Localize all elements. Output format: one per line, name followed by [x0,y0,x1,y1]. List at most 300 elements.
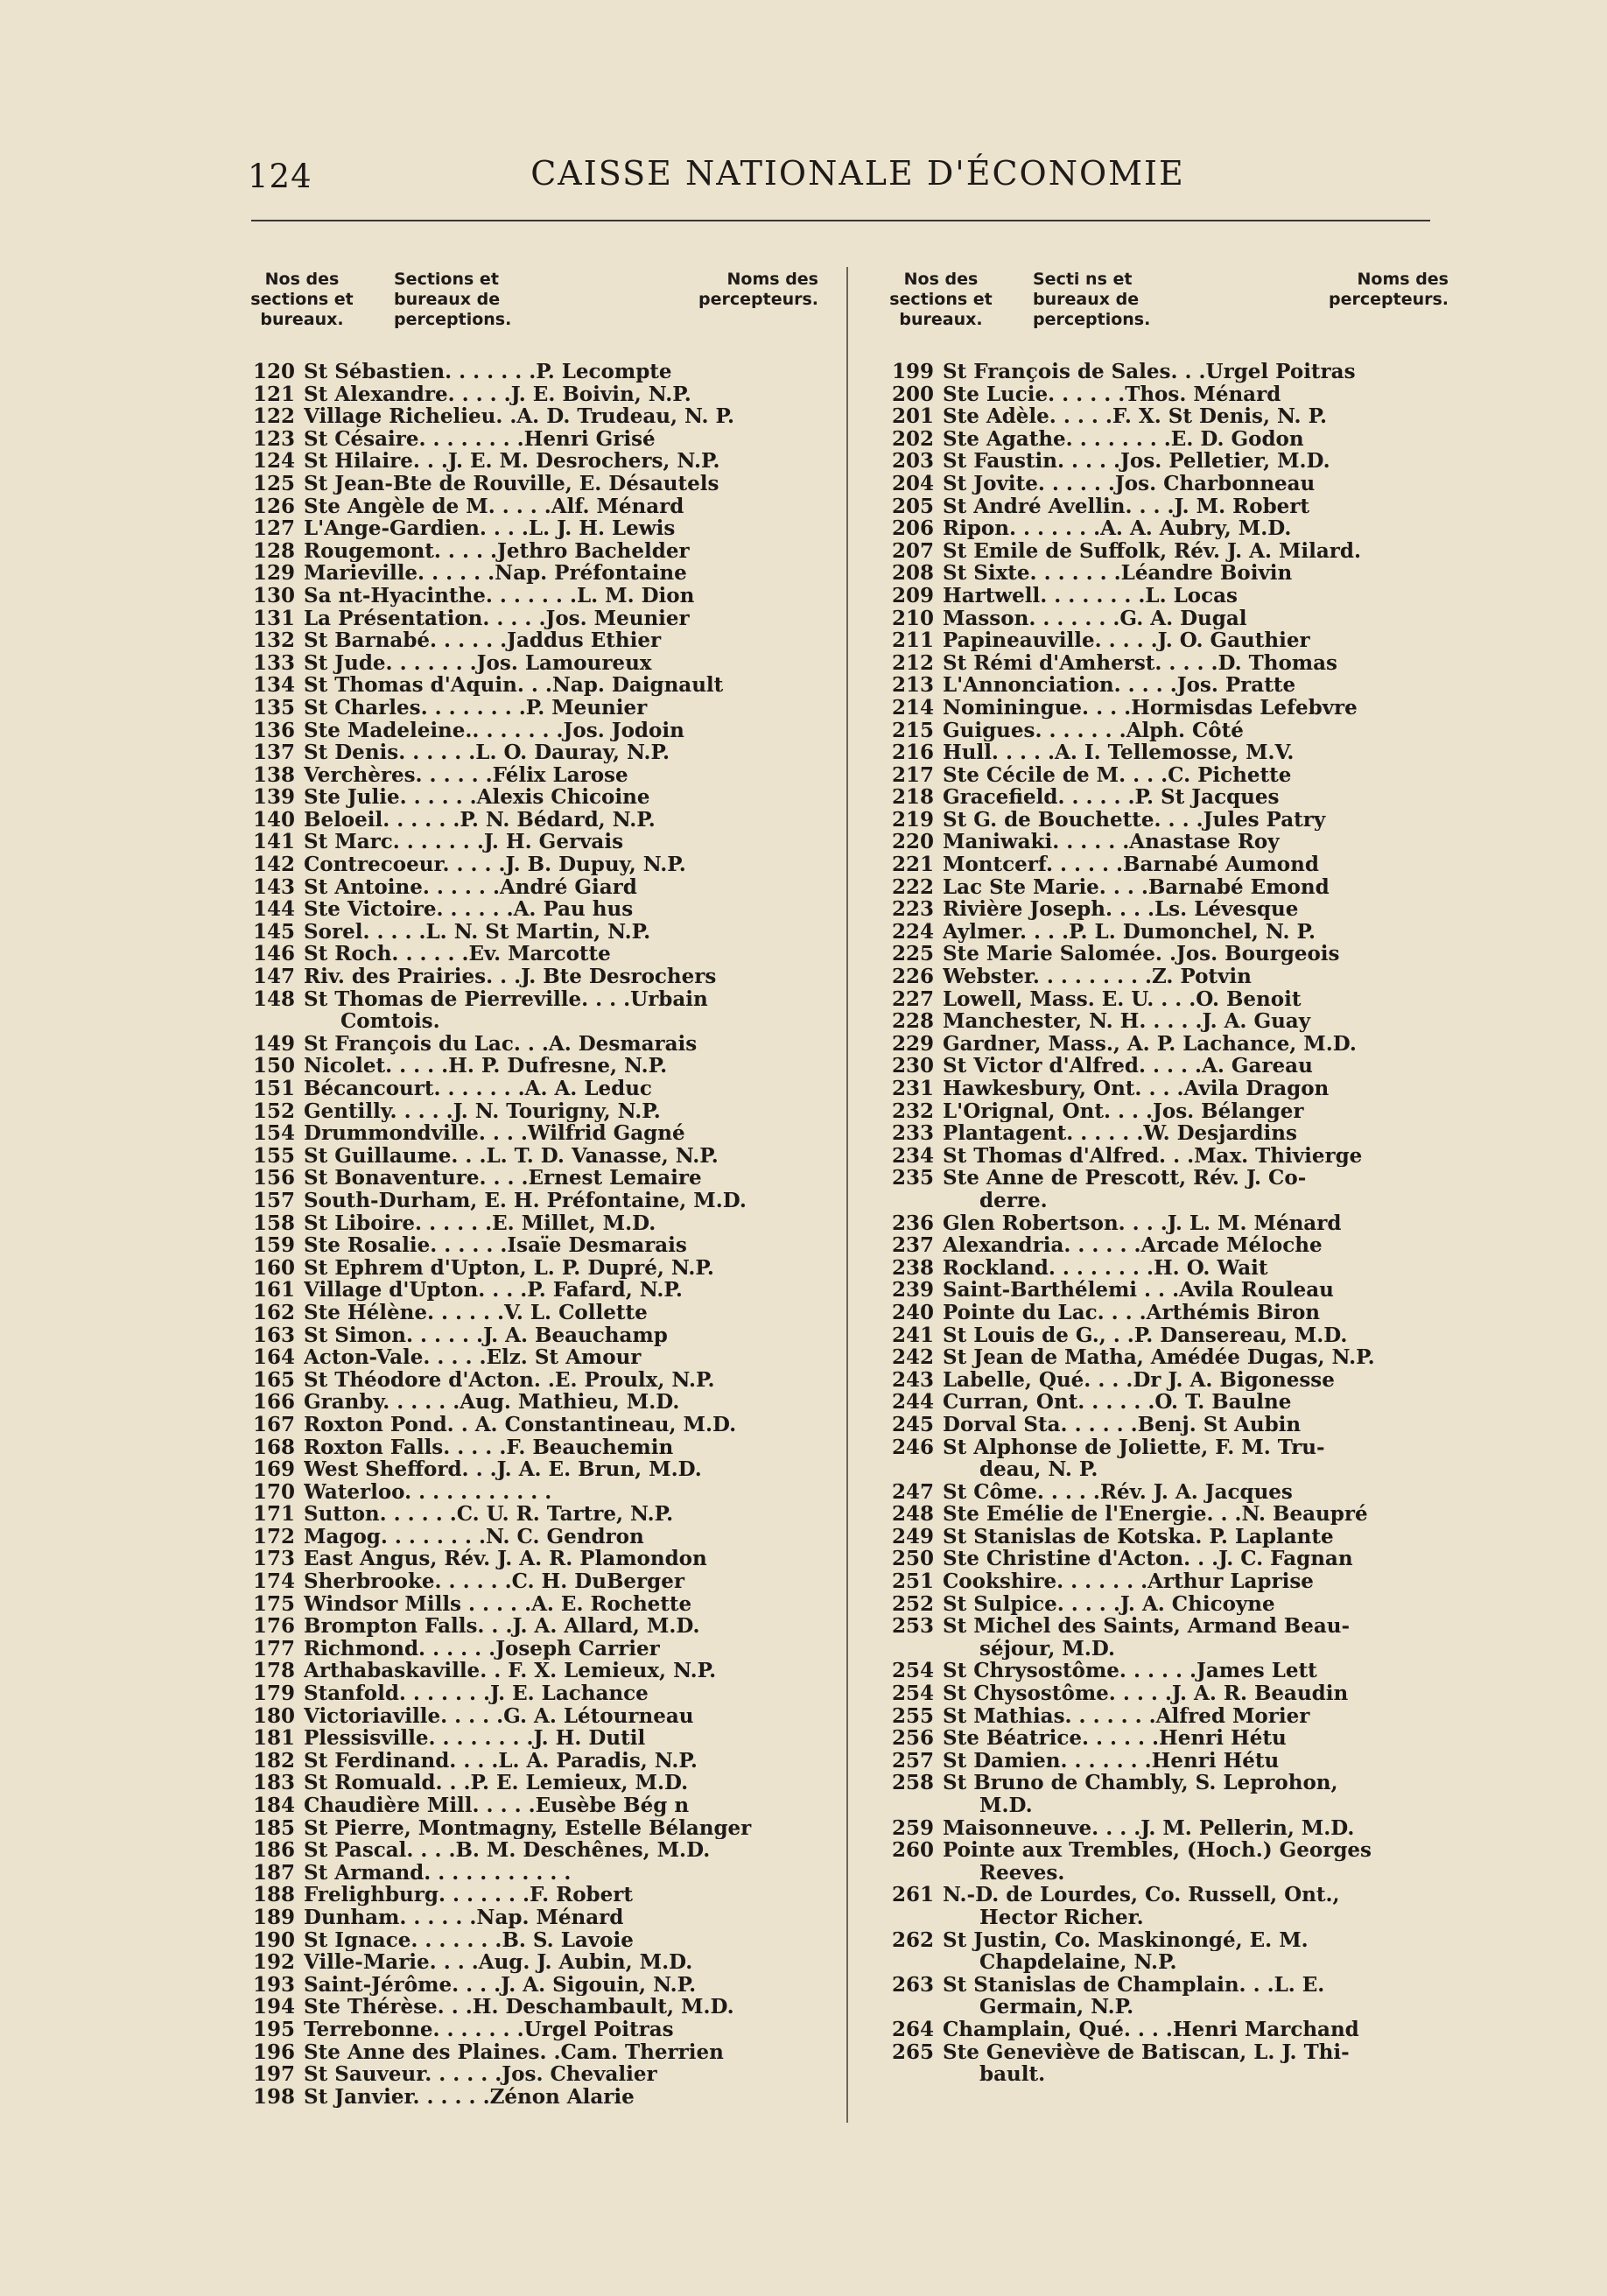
list-item [880,1570,1457,1593]
list-item [241,1750,827,1773]
section-number: 141 [252,830,295,854]
section-number: 231 [891,1077,934,1100]
list-item [880,1078,1457,1100]
list-item [241,898,827,921]
section-entry-text: St Denis. . . . . .L. O. Dauray, N.P. [304,741,670,764]
list-item [241,1324,827,1347]
section-entry-text: St Liboire. . . . . .E. Millet, M.D. [304,1211,656,1235]
list-item [880,876,1457,899]
list-item [241,1526,827,1548]
list-item [880,697,1457,720]
section-number: 170 [252,1479,295,1504]
section-number: 180 [252,1703,295,1728]
section-entry-text: L'Ange-Gardien. . . .L. J. H. Lewis [304,517,676,540]
section-entry-text: Curran, Ont. . . . . .O. T. Baulne [943,1391,1292,1414]
section-number: 157 [252,1188,295,1212]
section-entry-text: Hartwell. . . . . . . .L. Locas [943,584,1238,607]
list-item [880,1593,1457,1616]
section-entry-text: Labelle, Qué. . . .Dr J. A. Bigonesse [943,1368,1335,1392]
section-number: 163 [252,1323,295,1347]
list-item [241,921,827,944]
section-number: 204 [891,471,934,495]
right-entry-list [880,361,1457,2086]
section-number: 131 [252,606,295,630]
section-entry-text: Nicolet. . . . .H. P. Dufresne, N.P. [304,1055,668,1078]
list-item [241,965,827,988]
section-number: 227 [891,987,934,1011]
section-entry-text: St Simon. . . . . .J. A. Beauchamp [304,1324,668,1347]
list-item [241,1705,827,1728]
list-item [241,1122,827,1145]
list-item [241,1033,827,1056]
section-entry-text: St François de Sales. . .Urgel Poitras [943,361,1356,383]
section-entry-text: Waterloo. . . . . . . . . . . [304,1480,552,1504]
section-number: 261 [891,1883,934,1907]
section-number: 224 [891,919,934,944]
section-number: 244 [891,1390,934,1415]
section-number: 154 [252,1121,295,1146]
section-entry-text: deau, N. P. [979,1458,1098,1481]
header-rule [251,220,1430,221]
list-item [241,585,827,607]
section-number: 182 [252,1748,295,1773]
section-number: 242 [891,1345,934,1370]
section-number: 126 [252,494,295,518]
section-number: 253 [891,1614,934,1639]
list-item [241,831,827,853]
section-entry-text: derre. [979,1189,1048,1212]
section-number: 155 [252,1143,295,1168]
section-entry-text: St Jovite. . . . . .Jos. Charbonneau [943,472,1316,495]
list-item [241,1839,827,1862]
section-entry-text: Lowell, Mass. E. U. . . .O. Benoit [943,987,1302,1011]
section-number: 159 [252,1233,295,1258]
section-entry-text: Acton-Vale. . . . .Elz. St Amour [304,1346,642,1369]
section-number: 171 [252,1502,295,1527]
section-entry-text: Sa nt-Hyacinthe. . . . . . .L. M. Dion [304,584,695,607]
list-item [241,943,827,965]
section-number: 134 [252,673,295,698]
section-number: 211 [891,628,934,653]
list-item [880,1929,1457,1952]
list-item [241,876,827,899]
section-number: 230 [891,1054,934,1078]
list-item [241,1391,827,1414]
list-item [880,473,1457,495]
section-number: 189 [252,1905,295,1929]
section-number: 205 [891,494,934,518]
header-section-numbers: Nos des sections et bureaux. [250,270,354,329]
list-item [241,1010,827,1033]
section-number: 200 [891,382,934,406]
section-number: 187 [252,1860,295,1885]
section-number: 252 [891,1591,934,1616]
section-entry-text: Ste Anne de Prescott, Rév. J. Co- [943,1167,1307,1190]
list-item [880,674,1457,697]
section-entry-text: Maisonneuve. . . .J. M. Pellerin, M.D. [943,1816,1355,1840]
list-item [241,652,827,675]
section-number: 209 [891,583,934,607]
section-entry-text: Sorel. . . . .L. N. St Martin, N.P. [304,920,651,944]
section-number: 237 [891,1233,934,1258]
section-number: 190 [252,1927,295,1952]
list-item [880,1414,1457,1436]
section-number: 174 [252,1569,295,1594]
list-item [880,1839,1457,1862]
section-entry-text: Ste Cécile de M. . . .C. Pichette [943,763,1292,787]
section-number: 124 [252,449,295,474]
list-item [241,1100,827,1123]
section-number: 235 [891,1166,934,1190]
section-entry-text: Nominingue. . . .Hormisdas Lefebvre [943,696,1358,720]
section-entry-text: Ste Rosalie. . . . . .Isaïe Desmarais [304,1234,687,1257]
list-item [880,1122,1457,1145]
section-entry-text: St Louis de G., . .P. Dansereau, M.D. [943,1324,1348,1347]
list-item [241,1145,827,1168]
section-entry-text: Papineauville. . . . .J. O. Gauthier [943,629,1310,652]
list-item [880,1794,1457,1817]
list-item [880,1906,1457,1929]
list-item [880,1862,1457,1885]
section-entry-text: L'Annonciation. . . . .Jos. Pratte [943,674,1296,697]
section-number: 147 [252,965,295,989]
section-entry-text: Pointe du Lac. . . .Arthémis Biron [943,1301,1321,1324]
section-number: 192 [252,1950,295,1975]
header-collectors: Noms des percepteurs. [1329,270,1449,309]
list-item [880,965,1457,988]
section-entry-text: Village Richelieu. .A. D. Trudeau, N. P. [304,405,735,428]
section-entry-text: Hector Richer. [979,1906,1144,1929]
list-item [241,1817,827,1840]
section-number: 123 [252,426,295,451]
section-entry-text: Hull. . . . .A. I. Tellemosse, M.V. [943,741,1295,764]
list-item [880,1257,1457,1280]
section-number: 185 [252,1815,295,1840]
section-number: 165 [252,1367,295,1392]
section-entry-text: Gentilly. . . . .J. N. Tourigny, N.P. [304,1099,661,1123]
list-item [880,629,1457,652]
section-number: 215 [891,718,934,742]
section-entry-text: Plantagent. . . . . .W. Desjardins [943,1122,1297,1145]
section-number: 233 [891,1121,934,1146]
list-item [241,853,827,876]
section-entry-text: Rougemont. . . . .Jethro Bachelder [304,539,690,563]
list-item [241,697,827,720]
list-item [880,831,1457,853]
header-section-numbers: Nos des sections et bureaux. [889,270,993,329]
list-item [241,1212,827,1235]
section-number: 221 [891,853,934,877]
list-item [241,809,827,832]
list-item [241,562,827,585]
section-entry-text: St Alexandre. . . . .J. E. Boivin, N.P. [304,383,691,406]
list-item [880,1033,1457,1056]
list-item [241,1503,827,1526]
section-entry-text: St Sauveur. . . . . .Jos. Chevalier [304,2063,657,2086]
section-number: 133 [252,650,295,675]
list-item [880,1346,1457,1369]
section-entry-text: St Guillaume. . .L. T. D. Vanasse, N.P. [304,1144,719,1168]
section-number: 226 [891,965,934,989]
section-entry-text: Frelighburg. . . . . . .F. Robert [304,1884,633,1906]
section-number: 142 [252,853,295,877]
list-item [241,1167,827,1190]
list-item [241,1772,827,1794]
section-entry-text: Drummondville. . . .Wilfrid Gagné [304,1122,685,1145]
section-entry-text: bault. [979,2063,1046,2086]
section-entry-text: Germain, N.P. [979,1996,1134,2019]
section-entry-text: Ste Geneviève de Batiscan, L. J. Thi- [943,2040,1350,2064]
list-item [241,1257,827,1280]
section-entry-text: St Chysostôme. . . . .J. A. R. Beaudin [943,1682,1349,1705]
list-item [880,1302,1457,1324]
section-entry-text: Glen Robertson. . . .J. L. M. Ménard [943,1211,1342,1235]
list-item [241,1929,827,1952]
section-number: 198 [252,2084,295,2109]
list-item [880,921,1457,944]
list-item [241,1234,827,1257]
list-item [880,1884,1457,1906]
section-number: 178 [252,1659,295,1683]
section-number: 130 [252,583,295,607]
section-entry-text: St Stanislas de Champlain. . .L. E. [943,1973,1325,1997]
section-number: 149 [252,1031,295,1056]
section-entry-text: Saint-Barthélemi . . .Avila Rouleau [943,1279,1334,1302]
section-entry-text: St Faustin. . . . .Jos. Pelletier, M.D. [943,450,1330,473]
section-entry-text: St Hilaire. . .J. E. M. Desrochers, N.P. [304,450,720,473]
section-entry-text: Richmond. . . . . .Joseph Carrier [304,1637,660,1661]
list-item [241,786,827,809]
section-entry-text: Ste Madeleine.. . . . . . .Jos. Jodoin [304,719,684,742]
section-entry-text: Pointe aux Trembles, (Hoch.) Georges [943,1839,1372,1862]
list-item [241,517,827,540]
list-item [241,1638,827,1661]
list-item [880,1369,1457,1392]
section-entry-text: St Barnabé. . . . . .Jaddus Ethier [304,629,662,652]
section-number: 194 [252,1995,295,2019]
list-item [241,540,827,563]
section-entry-text: St Jean-Bte de Rouville, E. Désautels [304,472,719,495]
list-item [241,1302,827,1324]
section-entry-text: Victoriaville. . . . .G. A. Létourneau [304,1704,694,1728]
list-item [880,517,1457,540]
list-item [880,540,1457,563]
page-number: 124 [248,158,312,195]
right-column-header [880,270,1457,355]
section-entry-text: Roxton Falls. . . . .F. Beauchemin [304,1436,674,1459]
section-entry-text: St Ignace. . . . . . .B. S. Lavoie [304,1928,634,1952]
list-item [241,450,827,473]
list-item [880,383,1457,406]
section-number: 125 [252,471,295,495]
section-number: 138 [252,762,295,787]
section-number: 258 [891,1771,934,1795]
list-item [241,2041,827,2064]
section-entry-text: St Emile de Suffolk, Rév. J. A. Milard. [943,539,1362,563]
list-item [241,1481,827,1504]
section-number: 162 [252,1300,295,1324]
section-entry-text: Manchester, N. H. . . . .J. A. Guay [943,1010,1311,1033]
list-item [880,1167,1457,1190]
section-entry-text: St Césaire. . . . . . . .Henri Grisé [304,427,656,451]
section-entry-text: Reeves. [979,1861,1065,1885]
section-number: 120 [252,360,295,383]
list-item [880,562,1457,585]
section-entry-text: Saint-Jérôme. . . .J. A. Sigouin, N.P. [304,1973,697,1997]
list-item [880,898,1457,921]
section-entry-text: Granby. . . . . .Aug. Mathieu, M.D. [304,1391,680,1414]
section-entry-text: Maniwaki. . . . . .Anastase Roy [943,831,1280,854]
list-item [241,1974,827,1997]
section-number: 158 [252,1211,295,1235]
section-number: 143 [252,874,295,899]
list-item [241,428,827,451]
section-entry-text: Ste Thérèse. . .H. Deschambault, M.D. [304,1996,734,2019]
section-number: 207 [891,538,934,563]
section-entry-text: Gracefield. . . . . .P. St Jacques [943,786,1280,809]
section-number: 228 [891,1009,934,1034]
section-number: 255 [891,1703,934,1728]
list-item [241,2086,827,2109]
section-entry-text: St Thomas de Pierreville. . . .Urbain [304,987,708,1011]
section-entry-text: Sherbrooke. . . . . .C. H. DuBerger [304,1570,684,1593]
right-column [880,270,1457,2086]
list-item [880,1481,1457,1504]
list-item [880,361,1457,383]
section-entry-text: Lac Ste Marie. . . .Barnabé Emond [943,875,1330,899]
list-item [241,1862,827,1885]
section-entry-text: St Ephrem d'Upton, L. P. Dupré, N.P. [304,1256,714,1280]
section-number: 150 [252,1054,295,1078]
section-entry-text: St Thomas d'Alfred. . .Max. Thivierge [943,1144,1363,1168]
list-item [880,809,1457,832]
list-item [880,1391,1457,1414]
section-entry-text: St Armand. . . . . . . . . . . [304,1861,572,1885]
list-item [241,1951,827,1974]
section-entry-text: St Rémi d'Amherst. . . . .D. Thomas [943,651,1337,675]
section-number: 122 [252,404,295,429]
list-item [241,1593,827,1616]
section-entry-text: Ste Béatrice. . . . . .Henri Hétu [943,1727,1287,1750]
section-entry-text: Verchères. . . . . .Félix Larose [304,763,628,787]
section-entry-text: Ville-Marie. . . .Aug. J. Aubin, M.D. [304,1951,693,1974]
list-item [880,405,1457,428]
section-number: 169 [252,1457,295,1482]
section-number: 140 [252,807,295,832]
section-entry-text: séjour, M.D. [979,1637,1116,1661]
section-entry-text: St Sixte. . . . . . .Léandre Boivin [943,562,1293,585]
list-item [880,1615,1457,1638]
list-item [880,2019,1457,2041]
section-entry-text: Ste Marie Salomée. .Jos. Bourgeois [943,943,1340,966]
section-entry-text: St Stanislas de Kotska. P. Laplante [943,1525,1334,1548]
section-number: 164 [252,1345,295,1370]
section-entry-text: St Côme. . . . .Rév. J. A. Jacques [943,1480,1293,1504]
list-item [880,1436,1457,1459]
section-number: 136 [252,718,295,742]
list-item [880,1055,1457,1078]
section-number: 193 [252,1972,295,1997]
section-number: 201 [891,404,934,429]
section-entry-text: Windsor Mills . . . . .A. E. Rochette [304,1592,692,1616]
section-entry-text: L'Orignal, Ont. . . .Jos. Bélanger [943,1099,1304,1123]
list-item [880,450,1457,473]
list-item [241,607,827,630]
list-item [241,720,827,742]
section-number: 202 [891,426,934,451]
section-number: 160 [252,1255,295,1280]
list-item [880,764,1457,787]
section-number: 219 [891,807,934,832]
list-item [241,1414,827,1436]
section-entry-text: St Jean de Matha, Amédée Dugas, N.P. [943,1346,1375,1369]
section-number: 166 [252,1390,295,1415]
section-entry-text: St Romuald. . .P. E. Lemieux, M.D. [304,1772,689,1794]
section-number: 175 [252,1591,295,1616]
section-entry-text: Brompton Falls. . .J. A. Allard, M.D. [304,1615,700,1638]
section-entry-text: St Roch. . . . . .Ev. Marcotte [304,943,611,966]
section-entry-text: Chapdelaine, N.P. [979,1951,1177,1974]
section-entry-text: Plessisville. . . . . . . .J. H. Dutil [304,1727,646,1750]
section-entry-text: Marieville. . . . . .Nap. Préfontaine [304,562,687,585]
section-number: 129 [252,561,295,586]
list-item [241,405,827,428]
section-entry-text: Champlain, Qué. . . .Henri Marchand [943,2018,1359,2041]
list-item [880,585,1457,607]
list-item [880,1503,1457,1526]
list-item [241,629,827,652]
section-entry-text: N.-D. de Lourdes, Co. Russell, Ont., [943,1884,1340,1906]
section-number: 151 [252,1077,295,1100]
list-item [241,1727,827,1750]
section-number: 197 [252,2062,295,2087]
section-entry-text: St Théodore d'Acton. .E. Proulx, N.P. [304,1368,715,1392]
list-item [241,764,827,787]
section-number: 196 [252,2040,295,2064]
list-item [241,1570,827,1593]
list-item [880,652,1457,675]
list-item [241,1279,827,1302]
list-item [241,2019,827,2041]
section-number: 156 [252,1166,295,1190]
section-entry-text: Arthabaskaville. . F. X. Lemieux, N.P. [304,1660,717,1683]
section-entry-text: Guigues. . . . . . .Alph. Côté [943,719,1244,742]
section-number: 208 [891,561,934,586]
section-number: 188 [252,1883,295,1907]
section-entry-text: Webster. . . . . . . . .Z. Potvin [943,965,1252,988]
section-number: 263 [891,1972,934,1997]
section-number: 247 [891,1479,934,1504]
section-number: 132 [252,628,295,653]
list-item [241,1369,827,1392]
section-entry-text: Comtois. [340,1010,440,1033]
section-entry-text: St Sulpice. . . . .J. A. Chicoyne [943,1592,1275,1616]
section-entry-text: Gardner, Mass., A. P. Lachance, M.D. [943,1032,1357,1056]
list-item [880,1010,1457,1033]
section-number: 177 [252,1636,295,1661]
section-entry-text: Sutton. . . . . .C. U. R. Tartre, N.P. [304,1503,674,1526]
list-item [241,1906,827,1929]
list-item [880,943,1457,965]
section-entry-text: St Antoine. . . . . .André Giard [304,875,637,899]
list-item [241,361,827,383]
section-number: 195 [252,2017,295,2041]
section-entry-text: Alexandria. . . . . .Arcade Méloche [943,1234,1323,1257]
section-number: 236 [891,1211,934,1235]
section-number: 222 [891,874,934,899]
list-item [880,741,1457,764]
section-entry-text: St Mathias. . . . . . .Alfred Morier [943,1704,1310,1728]
